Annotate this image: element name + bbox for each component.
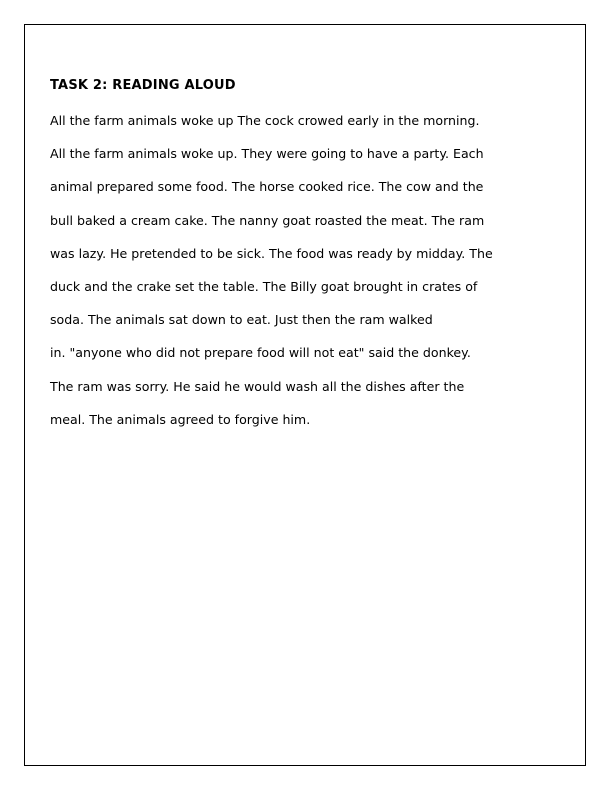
passage-line-8: in. "anyone who did not prepare food will not eat" said the donkey. xyxy=(50,345,471,361)
passage-line-3: animal prepared some food. The horse cooked rice. The cow and the xyxy=(50,179,484,195)
passage-line-5: was lazy. He pretended to be sick. The food was ready by midday. The xyxy=(50,245,493,261)
passage-line-2: All the farm animals woke up. They were going to have a party. Each xyxy=(50,146,484,162)
document-content xyxy=(50,74,580,436)
passage-line-4: bull baked a cream cake. The nanny goat roasted the meat. The ram xyxy=(50,212,485,228)
reading-passage xyxy=(50,104,580,436)
passage-line-1: All the farm animals woke up The cock crowed early in the morning. xyxy=(50,113,480,128)
passage-line-6: duck and the crake set the table. The Billy goat brought in crates of xyxy=(50,279,478,295)
passage-line-10: meal. The animals agreed to forgive him. xyxy=(50,411,311,427)
passage-line-7: soda. The animals sat down to eat. Just then the ram walked xyxy=(50,312,433,328)
task-title: TASK 2: READING ALOUD xyxy=(50,78,236,93)
passage-line-9: The ram was sorry. He said he would wash all the dishes after the xyxy=(50,378,465,394)
